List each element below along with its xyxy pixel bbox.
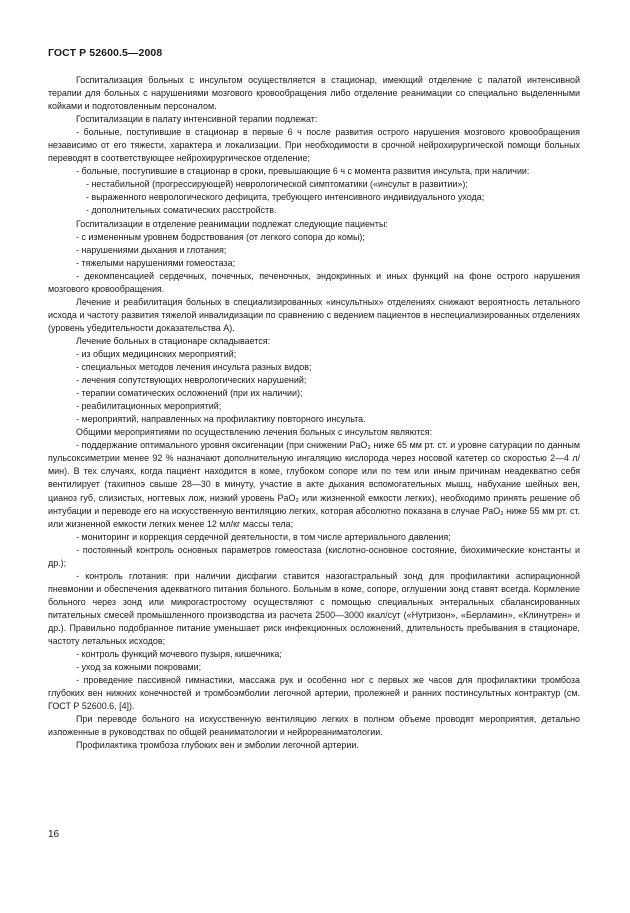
paragraph: - мероприятий, направленных на профилактику повторного инсульта. xyxy=(76,414,366,425)
paragraph: - поддержание оптимального уровня оксигенации (при снижении PaO₂ ниже 65 мм рт. ст. и уровне сатурации по данным пульсоксиметрии менее 92 % назначают дополнительную ингаляцию кислорода через носовой катетер со скоростью 2—4 л/мин). В тех случаях, когда пациент находится в коме, глубоком сопоре или по тем или иным причинам неадекватно себя вентилирует (тахипноэ свыше 28—30 в минуту, участие в акте дыхания вспомогательных мышц, набухание шейных вен, цианоз губ, слизистых, ногтевых лож, низкий уровень PaO₂ или жизненной емкости легких), необходимо принять решение об интубации и переводе его на искусственную вентиляцию легких, которая абсолютно показана в случае PaO₂ ниже 55 мм рт. ст. или жизненной емкости легких менее 12 мл/кг массы тела; xyxy=(48,440,580,529)
paragraph: Общими мероприятиями по осуществлению лечения больных с инсультом являются: xyxy=(76,427,433,438)
paragraph: - контроль глотания: при наличии дисфагии ставится назогастральный зонд для профилактики аспирационной пневмонии и обеспечения адекватного питания больного. Больным в коме, сопоре, оглушении зонд ставят всегда. Кормление больного через зонд или микрогастростому осуществляют с помощью специальных энтеральных сбалансированных питательных смесей промышленного производства из расчета 2500—3000 ккал/сут («Нутризон», «Берламин», «Клинутрен» и др.). Правильно подобранное питание уменьшает риск инфекционных осложнений, длительность пребывания в стационаре, частоту летальных исходов; xyxy=(48,570,580,647)
paragraph: - нестабильной (прогрессирующей) неврологической симптоматики («инсульт в развитии»); xyxy=(86,179,468,190)
paragraph: - терапии соматических осложнений (при их наличии); xyxy=(76,388,303,399)
paragraph: - мониторинг и коррекция сердечной деятельности, в том числе артериального давления; xyxy=(76,531,451,542)
document-body xyxy=(48,74,580,752)
paragraph: - декомпенсацией сердечных, почечных, печеночных, эндокринных и иных функций на фоне острого нарушения мозгового кровообращения. xyxy=(48,270,580,294)
paragraph: - больные, поступившие в стационар в сроки, превышающие 6 ч с момента развития инсульта, при наличии: xyxy=(76,166,530,177)
paragraph: - реабилитационных мероприятий; xyxy=(76,401,222,412)
paragraph: - специальных методов лечения инсульта разных видов; xyxy=(76,362,312,373)
page-header: ГОСТ Р 52600.5—2008 xyxy=(48,47,163,59)
paragraph: - уход за кожными покровами; xyxy=(76,662,202,673)
paragraph: Госпитализации в отделение реанимации подлежат следующие пациенты: xyxy=(76,218,388,229)
paragraph: Лечение и реабилитация больных в специализированных «инсультных» отделениях снижают вероятность летального исхода и частоту развития тяжелой инвалидизации по сравнению с ведением пациентов в неспециализированных отделениях (уровень убедительности доказательства А). xyxy=(48,296,580,333)
paragraph: - из общих медицинских мероприятий; xyxy=(76,348,237,359)
paragraph: При переводе больного на искусственную вентиляцию легких в полном объеме проводят мероприятия, детально изложенные в руководствах по общей реаниматологии и нейрореаниматологии. xyxy=(48,714,580,738)
paragraph: - больные, поступившие в стационар в первые 6 ч после развития острого нарушения мозгового кровообращения независимо от его тяжести, характера и локализации. При необходимости в срочной нейрохирургической помощи больных переводят в соответствующее нейрохирургическое отделение; xyxy=(48,127,580,164)
paragraph: - нарушениями дыхания и глотания; xyxy=(76,244,227,255)
paragraph: - дополнительных соматических расстройств. xyxy=(86,205,277,216)
paragraph: - с измененным уровнем бодрствования (от легкого сопора до комы); xyxy=(76,231,365,242)
paragraph: - постоянный контроль основных параметров гомеостаза (кислотно-основное состояние, биохимические константы и др.); xyxy=(48,544,580,568)
paragraph: Госпитализации в палату интенсивной терапии подлежат: xyxy=(76,114,318,125)
paragraph: Профилактика тромбоза глубоких вен и эмболии легочной артерии. xyxy=(76,740,359,751)
paragraph: - тяжелыми нарушениями гомеостаза; xyxy=(76,257,236,268)
paragraph: - выраженного неврологического дефицита, требующего интенсивного индивидуального ухода; xyxy=(86,192,485,203)
paragraph: - проведение пассивной гимнастики, массажа рук и особенно ног с первых же часов для профилактики тромбоза глубоких вен нижних конечностей и тромбоэмболии легочной артерии, пролежней и ранних постинсультных контрактур (см. ГОСТ Р 52600.6, [4]). xyxy=(48,675,580,712)
paragraph: Госпитализация больных с инсультом осуществляется в стационар, имеющий отделение с палатой интенсивной терапии для больных с нарушениями мозгового кровообращения либо отделение реанимации со специально выделенными койками и подготовленным персоналом. xyxy=(48,75,580,112)
paragraph: - лечения сопутствующих неврологических нарушений; xyxy=(76,375,307,386)
paragraph: Лечение больных в стационаре складывается: xyxy=(76,335,271,346)
paragraph: - контроль функций мочевого пузыря, кишечника; xyxy=(76,649,282,660)
page-number: 16 xyxy=(48,829,60,840)
